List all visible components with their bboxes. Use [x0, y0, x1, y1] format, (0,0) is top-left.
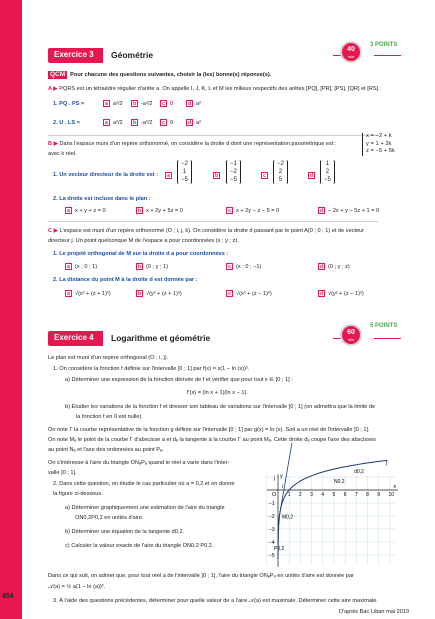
ex4-text-line: Le plan est muni d'un repère orthogonal (O ; i, j). [48, 355, 169, 361]
option-d[interactable]: d a² [187, 100, 201, 107]
exercise-3-tag: Exercice 3 [54, 50, 94, 60]
option-c[interactable]: c [261, 172, 271, 180]
part-b-intro: B ▶ Dans l'espace muni d'un repère orthonormé, on considère la droite d dont une représentation paramétrique est : [48, 141, 337, 147]
option-d[interactable]: d (0 ; y ; z) [319, 263, 350, 270]
ex4-text-line: b) Déterminer une équation de la tangente d0,2. [65, 529, 185, 535]
timer-badge: 60 min [340, 324, 362, 346]
divider [48, 135, 378, 136]
y-tick-label: −3 [269, 527, 275, 533]
x-tick-label: 7 [354, 492, 358, 498]
point-n-label: N0,2 [334, 478, 345, 485]
unit-vector-i-label: i [281, 484, 284, 490]
curve-label: Γ [385, 461, 389, 468]
y-tick-label: −1 [269, 501, 275, 507]
y-tick-label: −2 [269, 514, 275, 520]
x-tick-label: 9 [377, 492, 381, 498]
option-c[interactable]: c x + 2y − z − 5 = 0 [226, 207, 279, 215]
option-a[interactable]: a x + y + z = 0 [65, 207, 106, 215]
exercise-4-header [48, 331, 333, 346]
part-a-intro: A ▶ PQRS est un tétraèdre régulier d'arête a. On appelle I, J, K, L et M les milieux respectifs des arêtes [PQ], [PR], [PS], [QR] et [RS]. [48, 86, 380, 92]
ex4-text-line: ON0,2P0,2 en unités d'aire. [75, 515, 144, 521]
tangent-line [278, 443, 292, 524]
ex4-text-line: au point Nₐ et l'axe des ordonnées au point Pₐ. [48, 447, 164, 453]
option-b[interactable]: b x + 2y + 5z = 0 [137, 207, 183, 214]
page-margin-band [0, 0, 22, 619]
origin-label: O [272, 492, 277, 498]
option-b[interactable]: b [214, 173, 219, 179]
option-b[interactable]: b √(y² + (z + 1)²) [137, 290, 182, 297]
timer-badge: 40 min [340, 41, 362, 63]
x-tick-label: 3 [310, 492, 313, 498]
curve-gamma [278, 460, 387, 558]
point-p-label: P0,2 [274, 545, 285, 552]
x-tick-label: 4 [321, 492, 325, 498]
x-tick-label: 10 [388, 492, 395, 498]
option-c[interactable]: c 0 [160, 100, 173, 108]
x-tick-label: 6 [343, 492, 347, 498]
x-tick-label: 2 [298, 492, 302, 498]
ex4-text-line: la fonction f en 0 est nulle). [76, 414, 143, 420]
ex4-text-line: b) Étudier les variations de la fonction f et dresser son tableau de variations sur l'intervalle ]0 ; 1] (on admettra que la limite de [65, 404, 376, 410]
exercise-4-title: Logarithme et géométrie [103, 331, 333, 346]
part-b-intro-end: avec k réel. [48, 151, 77, 157]
option-c[interactable]: c √(x² + (z − 1)²) [226, 290, 272, 298]
ex4-text-line: a) Déterminer graphiquement une estimation de l'aire du triangle [65, 505, 225, 511]
point-m-label: M0,2 [281, 514, 294, 521]
ex4-text-line: 3. À l'aide des questions précédentes, déterminer pour quelle valeur de a l'aire 𝒜(a) est maximale. Déterminer cette aire maximale. [53, 598, 378, 604]
tangent-label: d0,2 [354, 469, 364, 476]
exercise-3-title: Géométrie [103, 48, 333, 63]
part-a-q2-label: 2. U . LS = [53, 120, 80, 126]
source-note: D'après Bac Liban mai 2019 [339, 609, 410, 615]
points-label: 5 POINTS [370, 323, 398, 329]
part-c-intro: C ▶ L'espace est muni d'un repère orthonormé (O ; i, j, k). On considère la droite d passant par le point A(0 ; 0 ; 1) et de vecteur [48, 228, 365, 234]
qcm-instruction: QCM Pour chacune des questions suivantes, choisir la (les) bonne(s) réponse(s). [50, 71, 272, 78]
option-b[interactable]: b (0 ; y ; 1) [137, 263, 169, 270]
option-d[interactable]: d [309, 173, 314, 179]
part-b-q2-label: 2. La droite est incluse dans le plan : [53, 196, 151, 202]
y-tick-label: −4 [269, 540, 275, 546]
option-b[interactable]: b -a²/2 [132, 119, 153, 126]
option-d[interactable]: d − 2x + y − 5z + 1 = 0 [319, 207, 380, 214]
exercise-4-tag: Exercice 4 [54, 333, 94, 343]
ex4-text-line: 1. On considère la fonction f définie sur l'intervalle ]0 ; 1] par f(x) = x(1 − ln (x))². [53, 366, 250, 372]
x-axis-label: x [393, 484, 397, 490]
ex4-text-line: On s'intéresse à l'aire du triangle ONₐPₐ quand le réel a varie dans l'inter- [48, 460, 230, 466]
ex4-text-line: 2. Dans cette question, on étudie le cas particulier où a = 0,2 et on donne [53, 481, 235, 487]
x-tick-label: 8 [366, 492, 369, 498]
part-c-intro-end: directeur j. Un point quelconque M de l'espace a pour coordonnées (x ; y ; z). [48, 238, 239, 244]
option-a[interactable]: a a²/2 [103, 100, 123, 108]
points-label: 3 POINTS [370, 42, 398, 48]
page-number: 454 [2, 593, 14, 600]
option-b[interactable]: b -a²/2 [132, 100, 153, 107]
option-a[interactable]: a [165, 172, 175, 180]
exercise-4-rule-right [374, 338, 401, 339]
exercise-3-rule-right [374, 55, 401, 56]
option-a[interactable]: a (x ; 0 ; 1) [65, 263, 97, 271]
vector-d: 1 2 −5 [320, 160, 335, 184]
option-c[interactable]: c 0 [160, 119, 173, 127]
option-d[interactable]: d √(y² + (z − 1)²) [319, 290, 364, 297]
part-a-q1-label: 1. PQ . PS = [53, 101, 85, 107]
ex4-formula: f'(x) = (ln x + 1)(ln x − 1). [187, 390, 248, 396]
unit-vector-j-label: j [274, 475, 276, 482]
part-c-q2-label: 2. La distance du point M à la droite d est donnée par : [53, 277, 198, 283]
ex4-text-line: On note Γ la courbe représentative de la fonction g définie sur l'intervalle ]0 ; 1] par g(x) = ln (x). Soit a un réel de l'intervalle ]0 ; 1]. [48, 427, 370, 433]
ex4-text-line: valle ]0 ; 1]. [48, 470, 77, 476]
exercise-3-header [48, 48, 333, 63]
y-tick-label: −5 [269, 553, 275, 559]
part-b-q1-label: 1. Un vecteur directeur de la droite est : [53, 172, 159, 178]
ex4-text-line: la figure ci-dessous. [53, 491, 103, 497]
tick-labels [269, 492, 394, 559]
function-graph [266, 461, 401, 569]
vector-a: −2 1 −5 [177, 160, 192, 184]
ex4-formula: 𝒜(a) = ½ a(1 − ln (a))². [48, 584, 106, 590]
option-d[interactable]: d a² [187, 119, 201, 126]
ex4-text-line: On note Mₐ le point de la courbe Γ d'abscisse a et dₐ la tangente à la courbe Γ au point Mₐ. Cette droite dₐ coupe l'axe des abscisses [48, 437, 376, 443]
ex4-text-line: Dans ce qui suit, on admet que, pour tout réel a de l'intervalle ]0 ; 1], l'aire du triangle ONₐPₐ en unités d'aire est donnée par [48, 573, 354, 579]
option-c[interactable]: c (x ; 0 ; −1) [226, 263, 261, 271]
parametric-system: x = −2 + k y = 1 + 2k z = −5 + 5k [362, 133, 395, 156]
ex4-text-line: c) Calculer la valeur exacte de l'aire du triangle ON0,2 P0,2. [65, 543, 214, 549]
ex4-text-line: a) Déterminer une expression de la fonction dérivée de f et vérifier que pour tout x ∈ ]0 ; 1] : [65, 377, 293, 383]
option-a[interactable]: a √(x² + (z + 1)²) [65, 290, 111, 298]
y-axis-label: y [280, 473, 283, 480]
x-tick-label: 5 [332, 492, 336, 498]
x-tick-label: 1 [287, 492, 291, 498]
part-c-q1-label: 1. Le projeté orthogonal de M sur la droite d a pour coordonnées : [53, 251, 229, 257]
divider [48, 221, 378, 222]
vector-c: −2 2 5 [273, 160, 288, 184]
vector-b: −1 −2 −5 [226, 160, 241, 184]
option-a[interactable]: a a²/2 [103, 119, 123, 127]
